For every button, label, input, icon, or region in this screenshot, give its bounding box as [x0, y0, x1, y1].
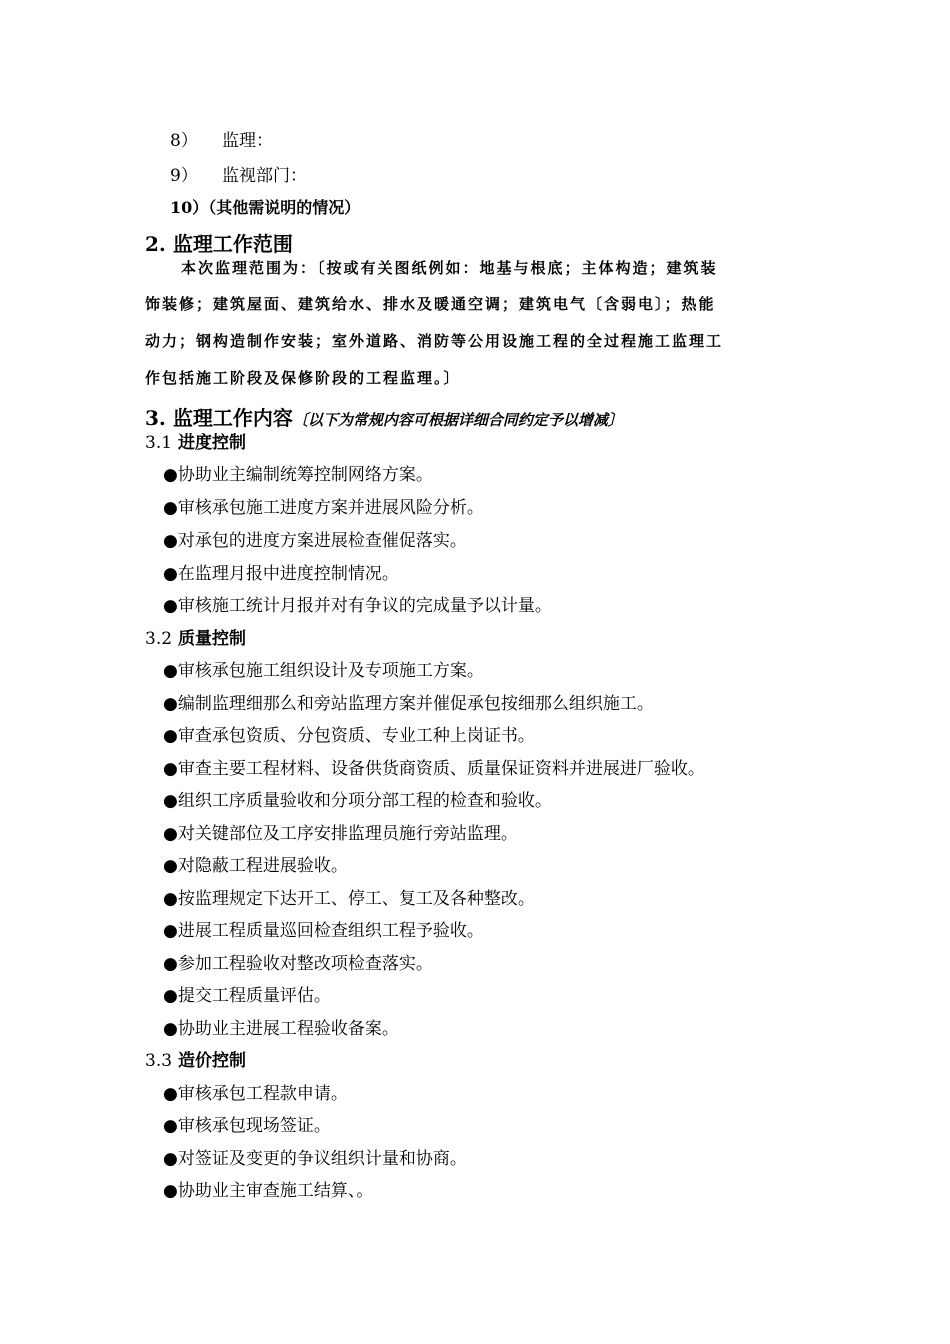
- paragraph-line: 作包括施工阶段及保修阶段的工程监理。〕: [145, 369, 461, 387]
- bullet-item: [163, 851, 348, 876]
- bullet-text: 按监理规定下达开工、停工、复工及各种整改。: [177, 889, 535, 909]
- bullet-icon: ●: [163, 889, 178, 909]
- bullet-text: 审核承包工程款申请。: [177, 1084, 348, 1104]
- bullet-text: 审核承包施工进度方案并进展风险分析。: [177, 498, 484, 518]
- bullet-icon: ●: [163, 596, 178, 616]
- bullet-item: [163, 981, 331, 1006]
- subsection-number: 3.2: [145, 629, 173, 649]
- bullet-item: [163, 884, 535, 909]
- bullet-text: 审核承包现场签证。: [177, 1116, 331, 1136]
- list-item: [170, 161, 307, 186]
- bullet-item: [163, 689, 654, 714]
- bullet-icon: ●: [163, 726, 178, 746]
- bullet-text: 协助业主编制统筹控制网络方案。: [177, 465, 433, 485]
- section-heading: [145, 402, 623, 431]
- section-heading: 2. 监理工作范围: [145, 232, 293, 256]
- bullet-item: [163, 819, 518, 844]
- paragraph-line: 本次监理范围为：〔按或有关图纸例如：地基与根底；主体构造；建筑装: [181, 259, 718, 277]
- list-item-number: 8）: [170, 131, 198, 151]
- section-heading-text: 3. 监理工作内容: [145, 406, 293, 430]
- bullet-icon: ●: [163, 1181, 178, 1201]
- bullet-item: [163, 1079, 348, 1104]
- bullet-text: 协助业主审查施工结算、。: [177, 1181, 374, 1201]
- bullet-item: [163, 916, 484, 941]
- bullet-icon: ●: [163, 1084, 178, 1104]
- bullet-text: 审查承包资质、分包资质、专业工种上岗证书。: [177, 726, 535, 746]
- bullet-item: [163, 1014, 399, 1039]
- bullet-text: 组织工序质量验收和分项分部工程的检查和验收。: [177, 791, 552, 811]
- subsection-heading: [145, 428, 246, 453]
- bullet-text: 提交工程质量评估。: [177, 986, 331, 1006]
- bullet-icon: ●: [163, 531, 178, 551]
- subsection-title: 进度控制: [177, 433, 246, 453]
- bullet-item: [163, 526, 467, 551]
- bullet-icon: ●: [163, 661, 178, 681]
- subsection-number: 3.1: [145, 433, 173, 453]
- bullet-text: 对签证及变更的争议组织计量和协商。: [177, 1149, 467, 1169]
- section-heading-note: 〔以下为常规内容可根据详细合同约定予以增减〕: [292, 411, 623, 429]
- bullet-text: 参加工程验收对整改项检查落实。: [177, 954, 433, 974]
- subsection-number: 3.3: [145, 1051, 173, 1071]
- bullet-icon: ●: [163, 465, 178, 485]
- bullet-text: 在监理月报中进度控制情况。: [177, 564, 399, 584]
- bullet-icon: ●: [163, 759, 178, 779]
- bullet-text: 编制监理细那么和旁站监理方案并催促承包按细那么组织施工。: [177, 694, 654, 714]
- list-item-number: 10）: [170, 198, 209, 217]
- bullet-item: [163, 949, 433, 974]
- bullet-text: 对关键部位及工序安排监理员施行旁站监理。: [177, 824, 518, 844]
- bullet-icon: ●: [163, 564, 178, 584]
- list-item-number: 9）: [170, 166, 198, 186]
- paragraph-line: 饰装修；建筑屋面、建筑给水、排水及暖通空调；建筑电气〔含弱电〕；热能: [145, 295, 716, 313]
- list-item: [170, 126, 273, 151]
- bullet-icon: ●: [163, 856, 178, 876]
- bullet-item: [163, 559, 399, 584]
- bullet-item: [163, 493, 484, 518]
- bullet-text: 进展工程质量巡回检查组织工程予验收。: [177, 921, 484, 941]
- list-item-text: 监视部门：: [222, 166, 307, 186]
- subsection-heading: [145, 1046, 246, 1071]
- bullet-icon: ●: [163, 694, 178, 714]
- bullet-item: [163, 656, 484, 681]
- bullet-icon: ●: [163, 954, 178, 974]
- bullet-text: 审查主要工程材料、设备供货商资质、质量保证资料并进展进厂验收。: [177, 759, 705, 779]
- bullet-text: 对承包的进度方案进展检查催促落实。: [177, 531, 467, 551]
- paragraph-line: 动力；钢构造制作安装；室外道路、消防等公用设施工程的全过程施工监理工: [145, 332, 724, 350]
- subsection-heading: [145, 624, 246, 649]
- bullet-item: [163, 754, 705, 779]
- bullet-icon: ●: [163, 1149, 178, 1169]
- bullet-text: 审核施工统计月报并对有争议的完成量予以计量。: [177, 596, 552, 616]
- bullet-icon: ●: [163, 791, 178, 811]
- bullet-icon: ●: [163, 498, 178, 518]
- bullet-text: 对隐蔽工程进展验收。: [177, 856, 348, 876]
- bullet-item: [163, 721, 535, 746]
- bullet-icon: ●: [163, 921, 178, 941]
- bullet-item: [163, 786, 552, 811]
- bullet-item: [163, 1176, 373, 1201]
- bullet-text: 审核承包施工组织设计及专项施工方案。: [177, 661, 484, 681]
- subsection-title: 质量控制: [177, 629, 246, 649]
- bullet-icon: ●: [163, 986, 178, 1006]
- bullet-icon: ●: [163, 1019, 178, 1039]
- bullet-item: [163, 1144, 467, 1169]
- list-item: [170, 195, 360, 218]
- list-item-text: 监理：: [222, 131, 273, 151]
- bullet-icon: ●: [163, 1116, 178, 1136]
- subsection-title: 造价控制: [177, 1051, 246, 1071]
- list-item-text: （其他需说明的情况）: [208, 198, 361, 217]
- bullet-item: [163, 591, 552, 616]
- bullet-item: [163, 1111, 331, 1136]
- bullet-item: [163, 460, 433, 485]
- bullet-icon: ●: [163, 824, 178, 844]
- bullet-text: 协助业主进展工程验收备案。: [177, 1019, 399, 1039]
